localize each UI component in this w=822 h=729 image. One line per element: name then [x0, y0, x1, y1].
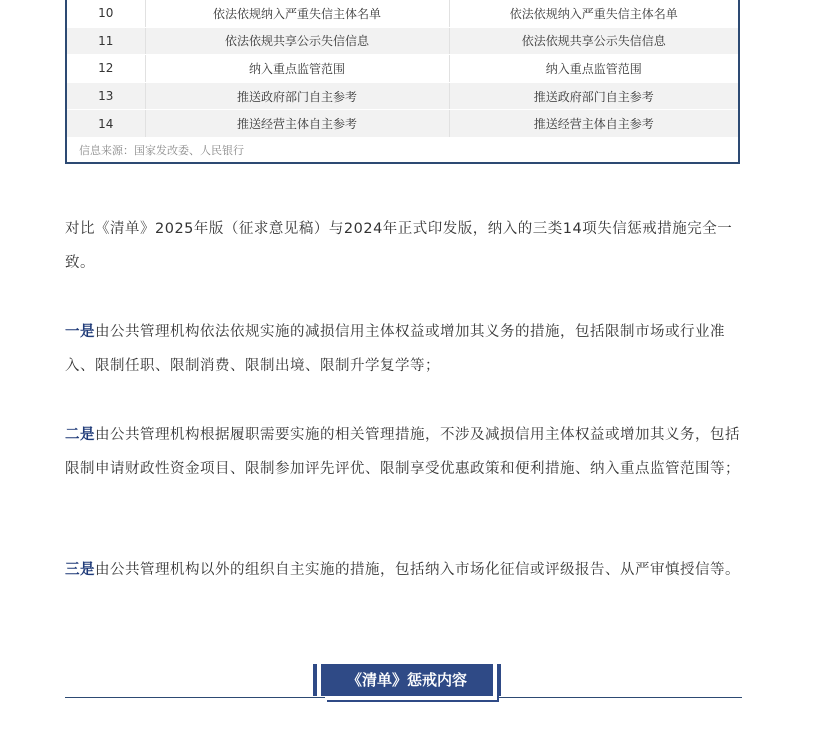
measure-2024: 推送经营主体自主参考 [145, 110, 449, 138]
measure-2024: 推送政府部门自主参考 [145, 82, 449, 110]
category-three-paragraph [65, 553, 745, 587]
category-one-text: 由公共管理机构依法依规实施的减损信用主体权益或增加其义务的措施，包括限制市场或行业准入、限制任职、限制消费、限制出境、限制升学复学等； [65, 324, 725, 374]
row-number: 10 [67, 0, 145, 27]
row-number: 14 [67, 110, 145, 138]
section-title: 《清单》惩戒内容 [321, 664, 493, 696]
table-row [67, 82, 738, 110]
measure-2025: 推送经营主体自主参考 [449, 110, 738, 138]
table-row [67, 0, 738, 27]
table-row [67, 55, 738, 83]
measure-2024: 纳入重点监管范围 [145, 55, 449, 83]
measure-2025: 推送政府部门自主参考 [449, 82, 738, 110]
measure-2025: 依法依规纳入严重失信主体名单 [449, 0, 738, 27]
category-three-text: 由公共管理机构以外的组织自主实施的措施，包括纳入市场化征信或评级报告、从严审慎授信等。 [95, 562, 740, 578]
category-three-lead: 三是 [65, 562, 95, 578]
table-source-note: 信息来源：国家发改委、人民银行 [79, 144, 244, 157]
measure-2024: 依法依规纳入严重失信主体名单 [145, 0, 449, 27]
measure-2025: 依法依规共享公示失信信息 [449, 27, 738, 55]
row-number: 11 [67, 27, 145, 55]
measure-2025: 纳入重点监管范围 [449, 55, 738, 83]
category-two-lead: 二是 [65, 427, 95, 443]
intro-paragraph: 对比《清单》2025年版（征求意见稿）与2024年正式印发版，纳入的三类14项失信惩戒措施完全一致。 [65, 221, 733, 271]
comparison-table-card [65, 0, 740, 164]
category-one-paragraph [65, 315, 745, 383]
category-one-lead: 一是 [65, 324, 95, 340]
measures-table [67, 0, 738, 138]
measure-2024: 依法依规共享公示失信信息 [145, 27, 449, 55]
category-two-text: 由公共管理机构根据履职需要实施的相关管理措施，不涉及减损信用主体权益或增加其义务，包括限制申请财政性资金项目、限制参加评先评优、限制享受优惠政策和便利措施、纳入重点监管范围等； [65, 427, 740, 477]
row-number: 13 [67, 82, 145, 110]
row-number: 12 [67, 55, 145, 83]
table-row [67, 110, 738, 138]
category-two-paragraph [65, 418, 745, 486]
table-row [67, 27, 738, 55]
section-divider [65, 697, 742, 698]
section-header [65, 662, 742, 702]
